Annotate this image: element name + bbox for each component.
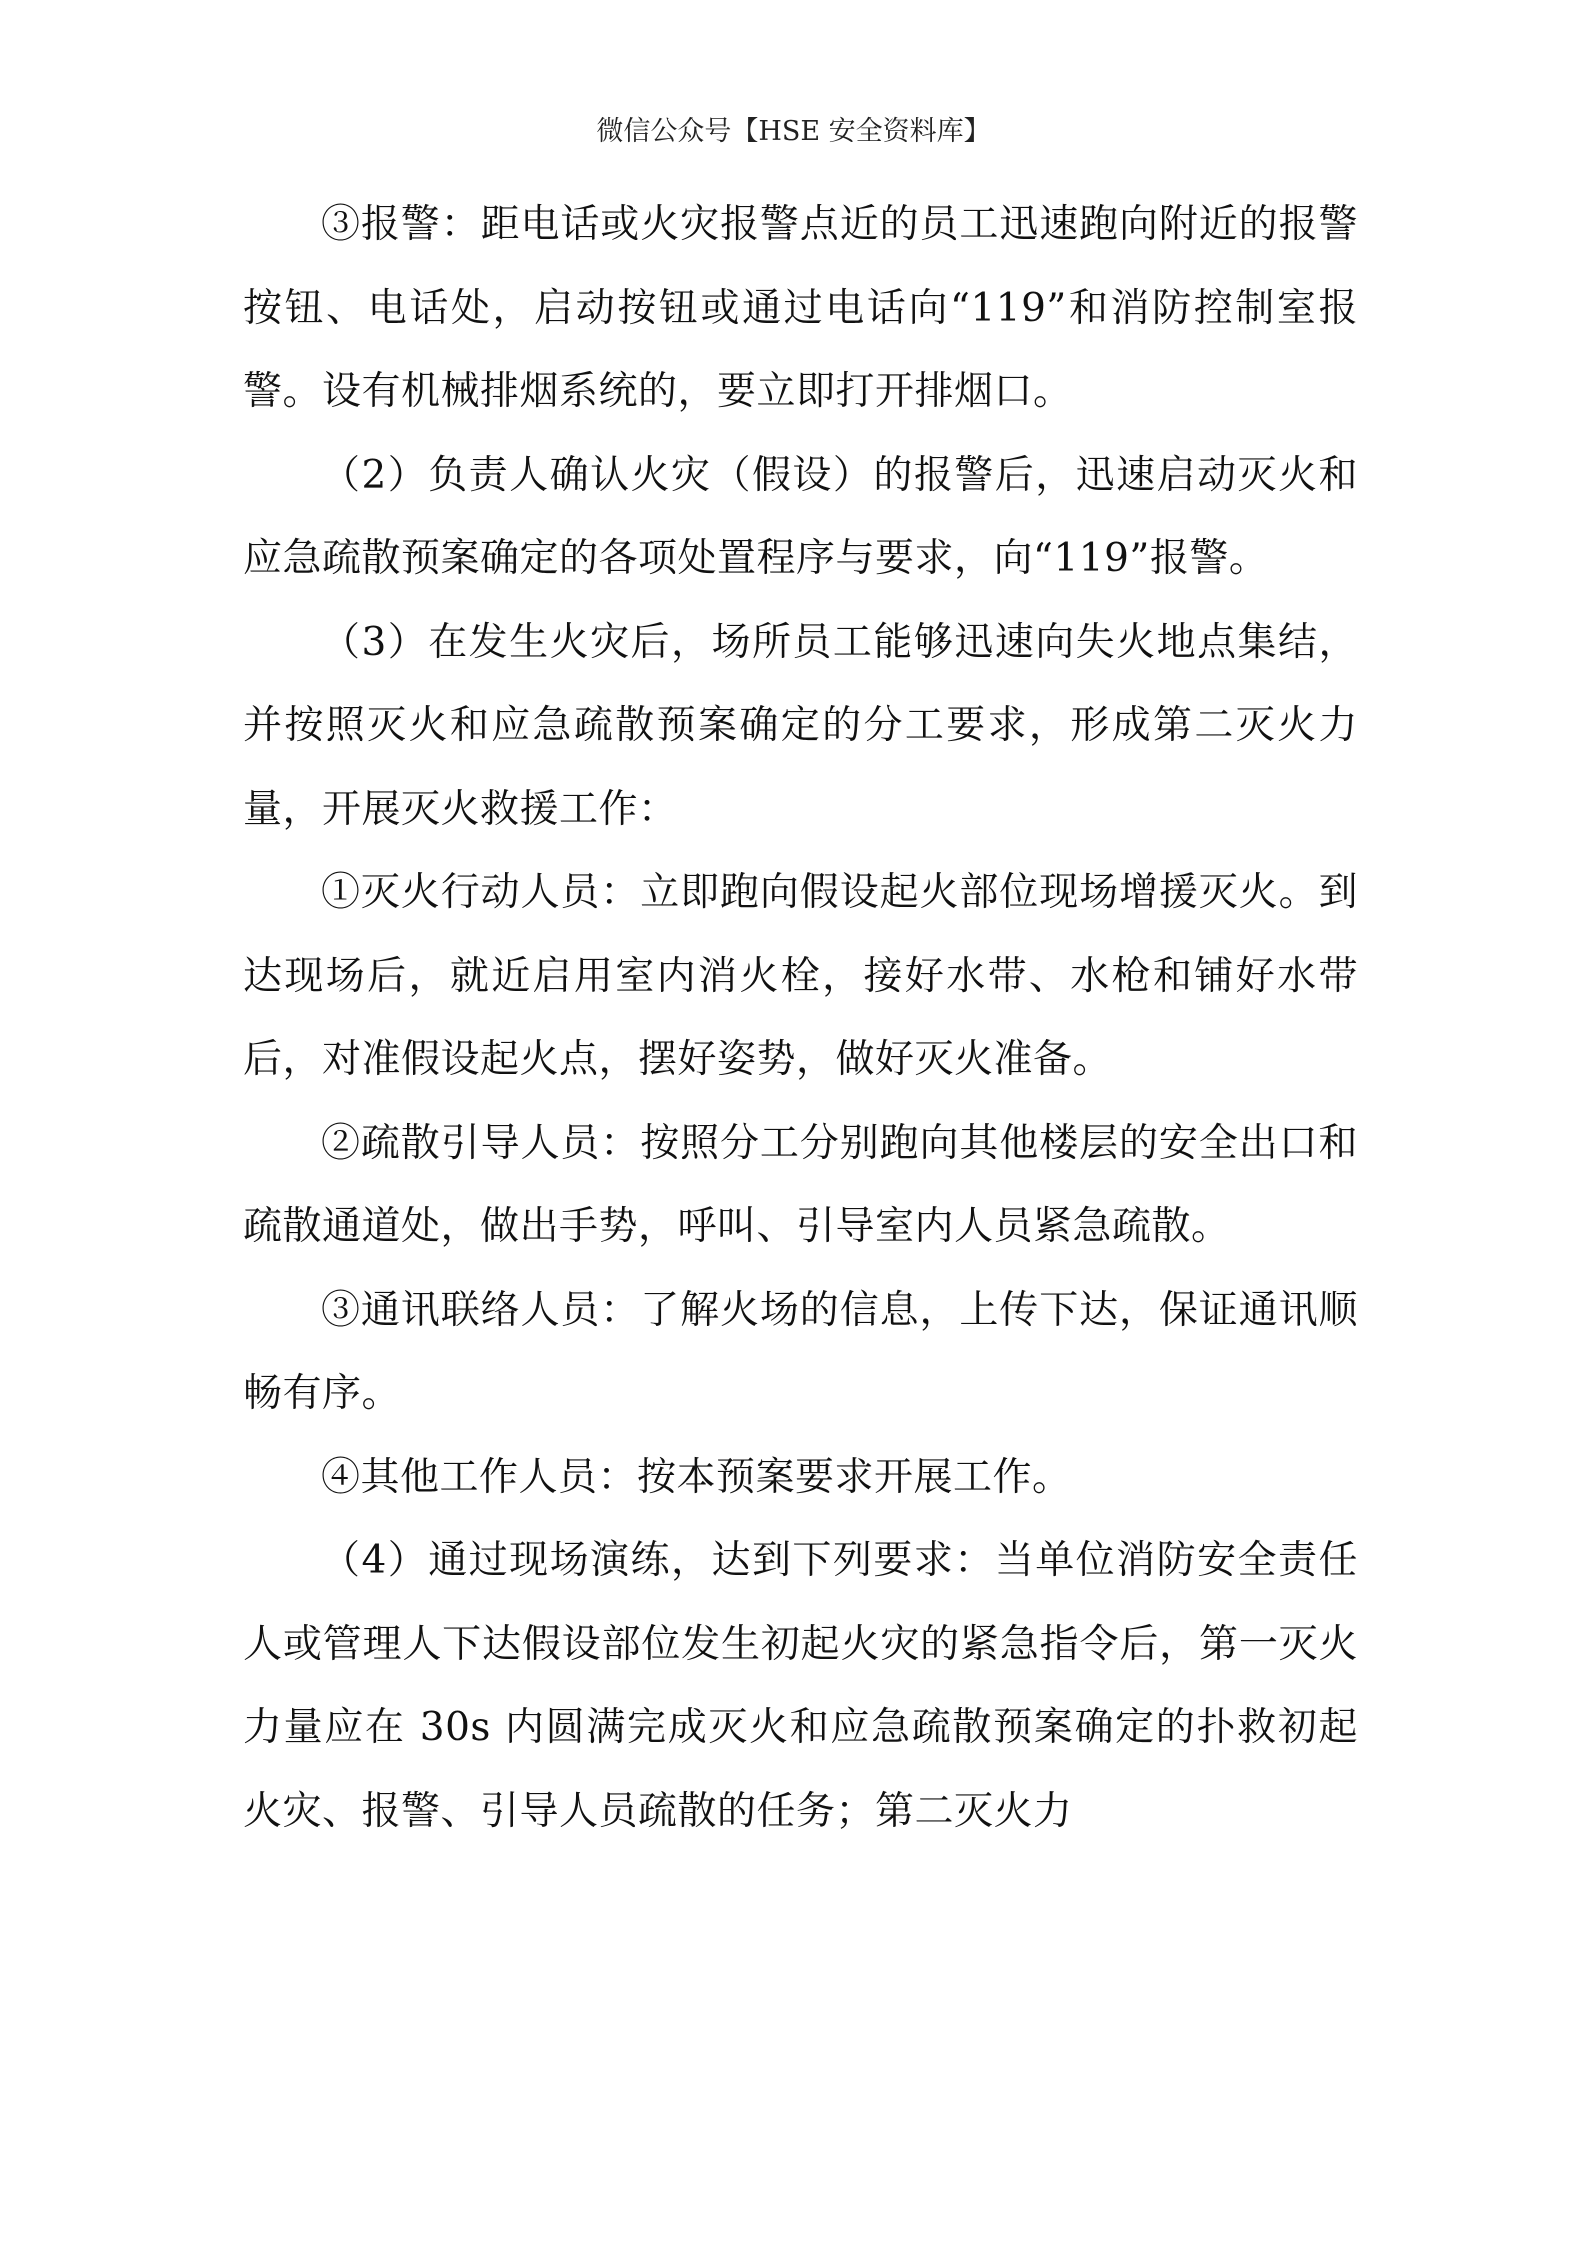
paragraph-other-staff: ④其他工作人员：按本预案要求开展工作。 bbox=[321, 1454, 1072, 1500]
paragraph-evacuation-guides: ②疏散引导人员：按照分工分别跑向其他楼层的安全出口和疏散通道处，做出手势，呼叫、引导室内人员紧急疏散。 bbox=[243, 1120, 1358, 1249]
paragraph-2: （2）负责人确认火灾（假设）的报警后，迅速启动灭火和应急疏散预案确定的各项处置程序与要求，向“119”报警。 bbox=[243, 452, 1358, 581]
paragraph-3: （3）在发生火灾后，场所员工能够迅速向失火地点集结，并按照灭火和应急疏散预案确定的分工要求，形成第二灭火力量，开展灭火救援工作： bbox=[243, 619, 1358, 832]
paragraph-4: （4）通过现场演练，达到下列要求：当单位消防安全责任人或管理人下达假设部位发生初起火灾的紧急指令后，第一灭火力量应在 30s 内圆满完成灭火和应急疏散预案确定的扑救初起火灾、报警、引导人员疏散的任务；第二灭火力 bbox=[243, 1538, 1358, 1834]
paragraph-communication-staff: ③通讯联络人员：了解火场的信息，上传下达，保证通讯顺畅有序。 bbox=[243, 1287, 1358, 1416]
paragraph-alarm: ③报警：距电话或火灾报警点近的员工迅速跑向附近的报警按钮、电话处，启动按钮或通过电话向“119”和消防控制室报警。设有机械排烟系统的，要立即打开排烟口。 bbox=[243, 202, 1358, 414]
paragraph-firefighting-staff: ①灭火行动人员：立即跑向假设起火部位现场增援灭火。到达现场后，就近启用室内消火栓，接好水带、水枪和铺好水带后，对准假设起火点，摆好姿势，做好灭火准备。 bbox=[243, 870, 1358, 1082]
page-header: 微信公众号【HSE 安全资料库】 bbox=[596, 116, 991, 147]
document-body bbox=[243, 183, 1358, 1853]
